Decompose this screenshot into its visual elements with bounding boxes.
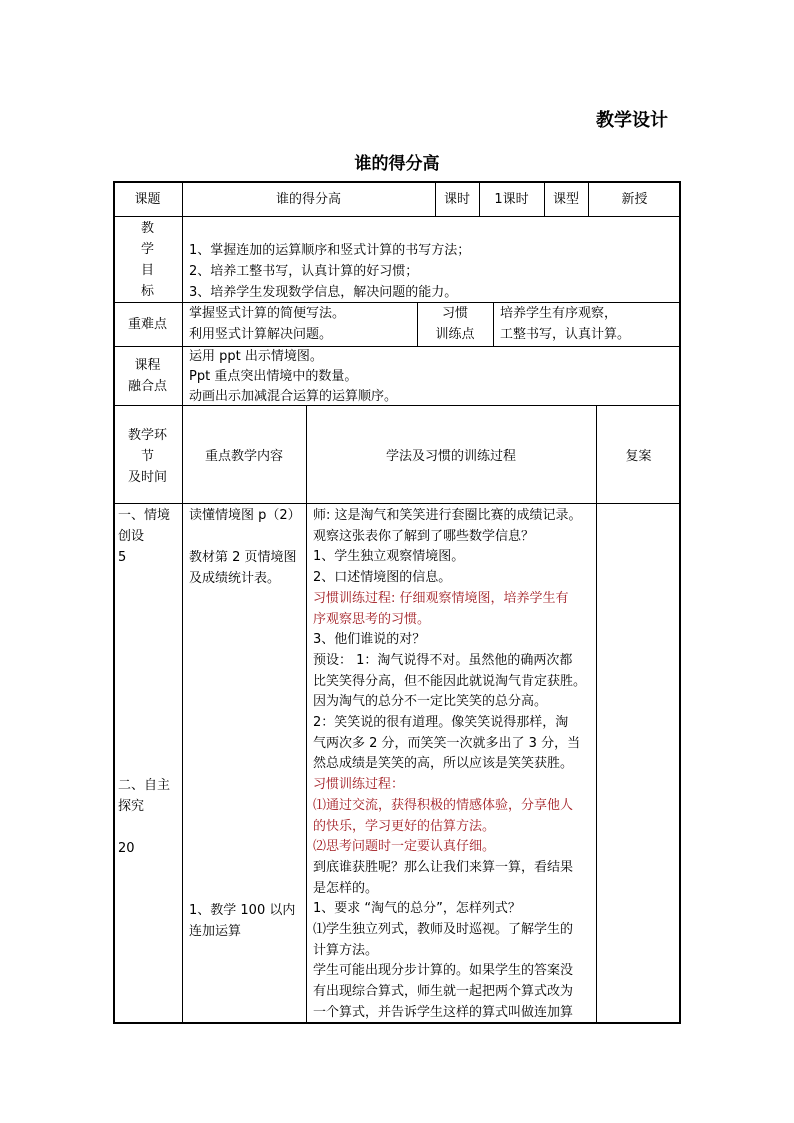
- stage-item: 5: [118, 550, 127, 565]
- process-line: 观察这张表你了解到了哪些数学信息？: [313, 528, 535, 544]
- process-line: 1、要求 “淘气的总分”，怎样列式？: [313, 901, 521, 917]
- process-line: 计算方法。: [313, 942, 379, 958]
- process-line: 1、学生独立观察情境图。: [313, 549, 465, 565]
- process-line: 习惯训练过程：: [313, 777, 405, 793]
- stage-header: 教学环: [127, 428, 167, 443]
- process-line: 师: 这是淘气和笑笑进行套圈比赛的成绩记录。: [313, 508, 582, 523]
- col-divider: [493, 302, 494, 347]
- goals-label: 目: [140, 263, 154, 278]
- habit-label: 习惯: [441, 306, 468, 321]
- review-header: 复案: [625, 449, 652, 464]
- key-points-label: 重难点: [127, 317, 167, 332]
- key-point-line: 利用竖式计算解决问题。: [189, 327, 333, 342]
- stage-item: 探究: [118, 799, 145, 814]
- col-divider: [596, 405, 597, 1024]
- process-line: 到底谁获胜呢？那么让我们来算一算，看结果: [313, 859, 574, 875]
- process-line: ⑴学生独立列式，教师及时巡视。了解学生的: [313, 922, 574, 937]
- integration-line: 动画出示加减混合运算的运算顺序。: [189, 389, 398, 404]
- key-point-line: 掌握竖式计算的简便写法。: [189, 306, 346, 321]
- process-line: 比笑笑得分高，但不能因此就说淘气肯定获胜。: [313, 673, 587, 689]
- hours-value: 1课时: [494, 192, 529, 207]
- topic-label: 课题: [134, 192, 161, 207]
- process-line: 预设： 1：淘气说得不对。虽然他的确两次都: [313, 652, 573, 668]
- content-item: 连加运算: [189, 924, 242, 939]
- process-line: 学生可能出现分步计算的。如果学生的答案没: [313, 963, 574, 979]
- process-header: 学法及习惯的训练过程: [385, 449, 516, 464]
- process-line: 习惯训练过程: 仔细观察情境图，培养学生有: [313, 590, 569, 606]
- content-header: 重点教学内容: [204, 449, 283, 464]
- process-line: 序观察思考的习惯。: [313, 611, 431, 627]
- goals-label: 标: [140, 284, 154, 299]
- habit-line: 工整书写，认真计算。: [500, 327, 631, 342]
- topic-value: 谁的得分高: [275, 192, 341, 207]
- stage-header: 及时间: [127, 470, 167, 485]
- process-line: ⑴通过交流，获得积极的情感体验，分享他人: [313, 797, 574, 813]
- type-label: 课型: [552, 192, 579, 207]
- hours-label: 课时: [443, 192, 470, 207]
- integration-line: 运用 ppt 出示情境图。: [189, 349, 323, 364]
- goal-item: 3、培养学生发现数学信息，解决问题的能力。: [189, 285, 458, 300]
- process-line: 3、他们谁说的对？: [313, 632, 426, 648]
- stage-time: 20: [118, 841, 135, 856]
- content-item: 1、教学 100 以内: [189, 903, 296, 918]
- row-divider: [113, 216, 681, 217]
- habit-label: 训练点: [435, 327, 475, 342]
- process-line: 有出现综合算式，师生就一起把两个算式改为: [313, 984, 574, 1000]
- goals-label: 学: [140, 242, 154, 257]
- process-line: 2、口述情境图的信息。: [313, 570, 452, 586]
- process-line: 是怎样的。: [313, 880, 379, 896]
- type-value: 新授: [621, 192, 648, 207]
- integration-label: 融合点: [127, 379, 167, 394]
- stage-header: 节: [140, 449, 154, 464]
- habit-line: 培养学生有序观察，: [500, 306, 618, 321]
- content-item: 教材第 2 页情境图: [189, 550, 297, 565]
- col-divider: [306, 405, 307, 1024]
- goal-item: 2、培养工整书写，认真计算的好习惯；: [189, 264, 419, 279]
- integration-line: Ppt 重点突出情境中的数量。: [189, 369, 358, 384]
- content-item: 及成绩统计表。: [189, 571, 281, 586]
- goals-label: 教: [140, 221, 154, 236]
- process-line: 一个算式，并告诉学生这样的算式叫做连加算: [313, 1004, 574, 1020]
- process-line: 气两次多 2 分，而笑笑一次就多出了 3 分，当: [313, 735, 581, 751]
- process-line: 因为淘气的总分不一定比笑笑的总分高。: [313, 694, 548, 710]
- goal-item: 1、掌握连加的运算顺序和竖式计算的书写方法；: [189, 243, 471, 258]
- page-title: 谁的得分高: [354, 154, 440, 174]
- process-line: ⑵思考问题时一定要认真仔细。: [313, 839, 496, 855]
- stage-item: 一、情境: [118, 508, 171, 523]
- integration-label: 课程: [134, 358, 161, 373]
- stage-item: 二、自主: [118, 778, 171, 793]
- col-divider: [182, 503, 183, 1024]
- process-line: 2：笑笑说的很有道理。像笑笑说得那样，淘: [313, 715, 569, 730]
- process-line: 然总成绩是笑笑的高，所以应该是笑笑获胜。: [313, 756, 574, 772]
- stage-item: 创设: [118, 529, 145, 544]
- document-type: 教学设计: [596, 110, 668, 131]
- process-line: 的快乐，学习更好的估算方法。: [313, 818, 496, 834]
- content-item: 读懂情境图 p（2）: [189, 508, 301, 523]
